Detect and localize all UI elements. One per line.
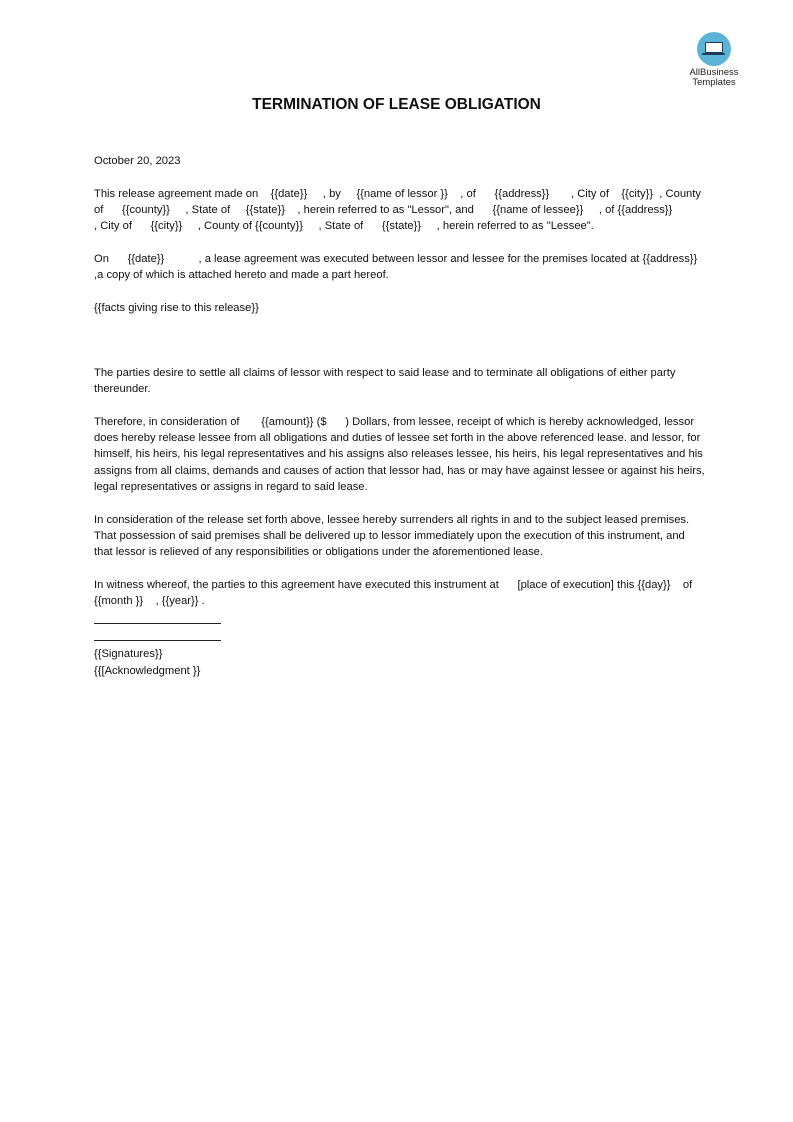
paragraph-settle-claims: The parties desire to settle all claims of lessor with respect to said lease and to terminate all obligations of either party thereunder. [94,366,679,396]
paragraph-facts: {{facts giving rise to this release}} [94,301,259,314]
signature-line-1 [94,609,221,624]
signatures-placeholder: {{Signatures}} [94,648,163,661]
signature-line-2 [94,624,221,641]
logo-text [684,68,744,88]
paragraph-surrender: In consideration of the release set forth above, lessee hereby surrenders all rights in and to the subject leased premises. That possession of said premises shall be delivered up to lessor immediately upon the execution of this instrument, and that lessor is relieved of any responsibilities or obligations under the aforementioned lease. [94,513,696,559]
allbusiness-logo [684,32,744,88]
paragraph-parties: This release agreement made on {{date}} , by {{name of lessor }} , of {{address}} , City of {{city}} , County of {{county}} , State of {{state}} , herein referred to as "Lessor", and {{name of lessee}} , of {{address}} , City of {{city}} , County of {{county}} , State of {{state}} , herein referred to as "Lessee". [94,187,716,233]
spacer [94,316,706,365]
paragraph-witness: In witness whereof, the parties to this agreement have executed this instrument at [place of execution] this {{day}} of {{month }} , {{year}} . [94,578,702,608]
logo-line-2: Templates [692,77,736,88]
logo-line-1: AllBusiness [689,67,739,78]
document-date: October 20, 2023 [94,155,181,167]
document-body [94,153,741,679]
laptop-icon [697,32,731,66]
paragraph-lease-executed: On {{date}} , a lease agreement was executed between lessor and lessee for the premises located at {{address}} ,a copy of which is attached hereto and made a part hereof. [94,252,741,282]
acknowledgment-placeholder: {{[Acknowledgment }} [94,664,201,677]
paragraph-consideration: Therefore, in consideration of {{amount}} ($ ) Dollars, from lessee, receipt of which is hereby acknowledged, lessor does hereby release lessee from all obligations and duties of lessee set forth in the above referenced lease. and lessor, for himself, his heirs, his legal representatives and his assigns also releases lessee, his heirs, his legal representatives and his assigns from all claims, demands and causes of action that lessor had, has or may have against lessee or against his heirs, legal representatives or assigns in regard to said lease. [94,415,708,494]
document-title: TERMINATION OF LEASE OBLIGATION [252,96,541,113]
